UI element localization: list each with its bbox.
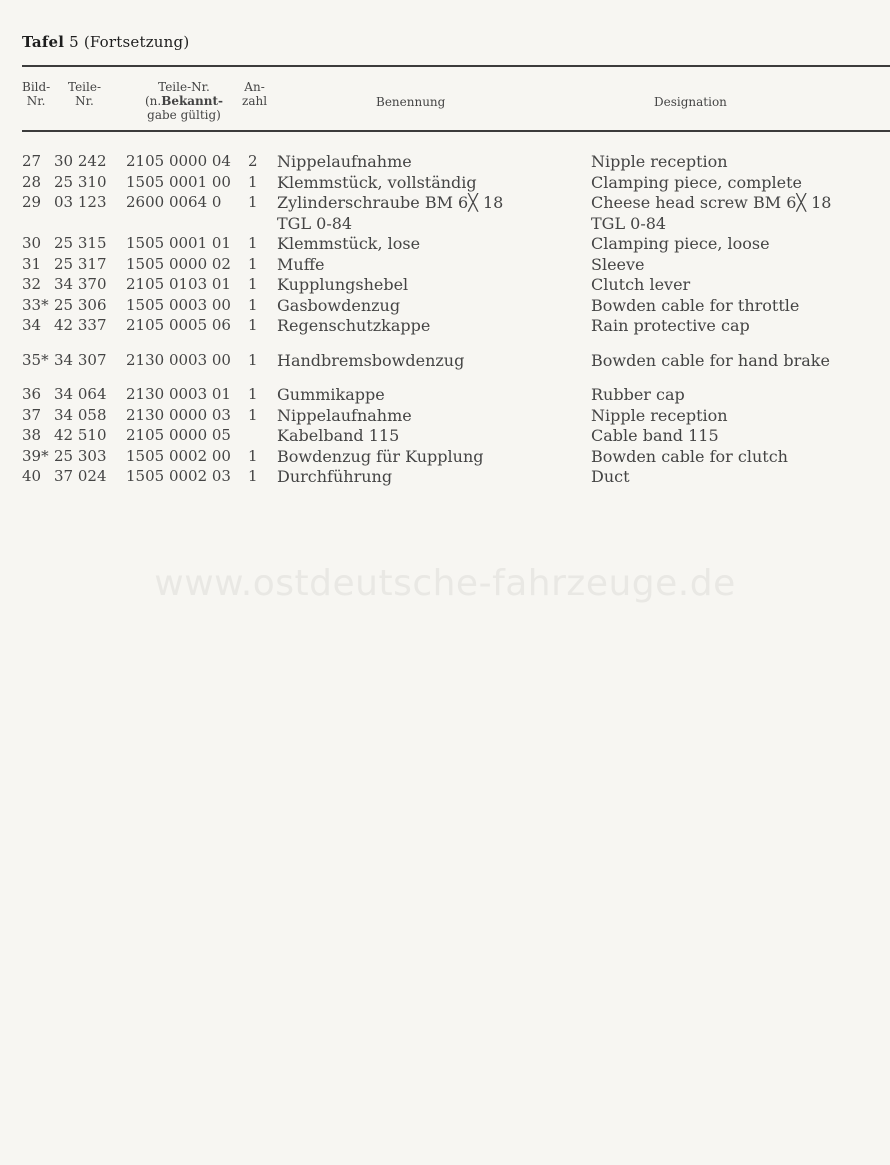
cell-bild-nr: 28 <box>22 172 42 191</box>
table-row <box>0 214 890 235</box>
cell-bild-nr: 40 <box>22 467 42 485</box>
cell-teile-nr-bekanntgabe: 2105 0000 04 <box>126 152 231 170</box>
cell-teile-nr: 42 510 <box>54 426 107 444</box>
table-row <box>0 234 890 255</box>
cell-benennung: Durchführung <box>277 467 393 486</box>
table-row <box>0 316 890 337</box>
cell-benennung: Nippelaufnahme <box>277 405 412 425</box>
cell-benennung: TGL 0-84 <box>277 213 353 233</box>
cell-teile-nr: 25 306 <box>54 295 107 314</box>
table-row <box>0 467 890 488</box>
cell-bild-nr: 34 <box>22 316 42 334</box>
table-row <box>0 385 890 406</box>
cell-teile-nr-bekanntgabe: 2130 0003 01 <box>126 385 231 403</box>
cell-teile-nr-bekanntgabe: 1505 0002 03 <box>126 467 231 485</box>
cell-benennung: Handbremsbowdenzug <box>277 350 465 370</box>
cell-teile-nr: 34 307 <box>54 350 107 369</box>
table-row <box>0 152 890 173</box>
cell-benennung: Klemmstück, vollständig <box>277 172 477 192</box>
cell-teile-nr-bekanntgabe: 1505 0000 02 <box>126 254 231 273</box>
cell-designation: TGL 0-84 <box>591 213 667 233</box>
table-row <box>0 296 890 317</box>
table-row <box>0 255 890 276</box>
table-row <box>0 447 890 468</box>
cell-bild-nr: 29 <box>22 193 42 211</box>
cell-anzahl: 1 <box>248 172 258 191</box>
table-row <box>0 275 890 296</box>
cell-teile-nr: 25 310 <box>54 172 107 191</box>
parts-table <box>0 152 890 488</box>
cell-teile-nr: 03 123 <box>54 193 107 211</box>
cell-teile-nr: 25 303 <box>54 446 107 465</box>
cell-designation: Bowden cable for hand brake <box>591 350 830 370</box>
cell-teile-nr-bekanntgabe: 1505 0001 00 <box>126 172 231 191</box>
cell-teile-nr-bekanntgabe: 1505 0002 00 <box>126 446 231 465</box>
cell-anzahl: 1 <box>248 295 258 314</box>
page-title <box>22 33 189 51</box>
cell-bild-nr: 38 <box>22 426 42 444</box>
cell-benennung: Nippelaufnahme <box>277 152 412 171</box>
cell-teile-nr: 34 058 <box>54 405 107 424</box>
cell-designation: Bowden cable for throttle <box>591 295 800 315</box>
cell-bild-nr: 32 <box>22 275 42 293</box>
cell-designation: Bowden cable for clutch <box>591 446 788 466</box>
cell-designation: Duct <box>591 467 630 486</box>
header-teile-nr: Teile- Nr. <box>68 80 102 108</box>
cell-bild-nr: 37 <box>22 405 42 424</box>
cell-teile-nr: 34 064 <box>54 385 107 403</box>
header-teilenr-line1: Teile-Nr. <box>158 80 210 94</box>
cell-teile-nr: 42 337 <box>54 316 107 334</box>
header-teilenr-bekannt: Bekannt- <box>161 94 224 108</box>
cell-anzahl: 1 <box>248 350 258 369</box>
cell-bild-nr: 36 <box>22 385 42 403</box>
header-bild-nr: Bild- Nr. <box>22 80 51 108</box>
cell-bild-nr: 30 <box>22 234 42 252</box>
cell-anzahl: 1 <box>248 193 258 211</box>
cell-benennung: Muffe <box>277 254 325 274</box>
cell-teile-nr-bekanntgabe: 2130 0000 03 <box>126 405 231 424</box>
cell-anzahl: 1 <box>248 385 258 403</box>
cell-anzahl: 1 <box>248 254 258 273</box>
cell-benennung: Gummikappe <box>277 385 385 404</box>
header-benennung: Benennung <box>376 95 446 109</box>
top-rule <box>22 65 890 67</box>
header-rule <box>22 130 890 132</box>
cell-anzahl: 1 <box>248 275 258 293</box>
cell-benennung: Zylinderschraube BM 6╳ 18 <box>277 193 504 212</box>
cell-teile-nr-bekanntgabe: 2105 0005 06 <box>126 316 231 334</box>
cell-teile-nr: 25 317 <box>54 254 107 273</box>
cell-benennung: Kabelband 115 <box>277 426 400 445</box>
cell-anzahl: 1 <box>248 234 258 252</box>
cell-teile-nr-bekanntgabe: 2105 0103 01 <box>126 275 231 293</box>
table-row <box>0 426 890 447</box>
cell-bild-nr: 27 <box>22 152 42 170</box>
cell-anzahl: 2 <box>248 152 258 170</box>
cell-teile-nr-bekanntgabe: 2105 0000 05 <box>126 426 231 444</box>
cell-anzahl: 1 <box>248 316 258 334</box>
cell-teile-nr-bekanntgabe: 2600 0064 0 <box>126 193 222 211</box>
cell-bild-nr: 39* <box>22 446 49 465</box>
cell-benennung: Klemmstück, lose <box>277 234 421 253</box>
cell-anzahl: 1 <box>248 405 258 424</box>
cell-designation: Rubber cap <box>591 385 685 404</box>
table-row <box>0 193 890 214</box>
cell-anzahl: 1 <box>248 446 258 465</box>
cell-designation: Clamping piece, loose <box>591 234 770 253</box>
header-designation: Designation <box>654 95 727 109</box>
cell-teile-nr: 25 315 <box>54 234 107 252</box>
table-row <box>0 173 890 194</box>
cell-teile-nr-bekanntgabe: 2130 0003 00 <box>126 350 231 369</box>
cell-anzahl: 1 <box>248 467 258 485</box>
cell-designation: Cheese head screw BM 6╳ 18 <box>591 193 832 212</box>
cell-bild-nr: 33* <box>22 295 49 314</box>
cell-benennung: Gasbowdenzug <box>277 295 401 315</box>
title-bold: Tafel <box>22 33 65 51</box>
cell-designation: Nipple reception <box>591 405 728 425</box>
header-teile-nr-bekanntgabe <box>130 80 238 122</box>
cell-teile-nr: 34 370 <box>54 275 107 293</box>
cell-teile-nr: 30 242 <box>54 152 107 170</box>
cell-designation: Rain protective cap <box>591 316 750 335</box>
cell-benennung: Bowdenzug für Kupplung <box>277 446 484 466</box>
title-rest: 5 (Fortsetzung) <box>64 33 190 51</box>
table-row <box>0 406 890 427</box>
cell-benennung: Regenschutzkappe <box>277 316 431 335</box>
cell-bild-nr: 31 <box>22 254 42 273</box>
cell-teile-nr: 37 024 <box>54 467 107 485</box>
cell-designation: Nipple reception <box>591 152 728 171</box>
cell-bild-nr: 35* <box>22 350 49 369</box>
table-row <box>0 351 890 372</box>
cell-benennung: Kupplungshebel <box>277 275 409 294</box>
watermark: www.ostdeutsche-fahrzeuge.de <box>154 563 736 604</box>
header-teilenr-line3: gabe gültig) <box>147 108 221 122</box>
header-anzahl: An- zahl <box>242 80 268 108</box>
cell-designation: Clamping piece, complete <box>591 172 802 192</box>
cell-designation: Cable band 115 <box>591 426 719 445</box>
cell-teile-nr-bekanntgabe: 1505 0001 01 <box>126 234 231 252</box>
cell-teile-nr-bekanntgabe: 1505 0003 00 <box>126 295 231 314</box>
cell-designation: Clutch lever <box>591 275 691 294</box>
cell-designation: Sleeve <box>591 254 645 274</box>
header-teilenr-paren: (n. <box>144 94 162 108</box>
